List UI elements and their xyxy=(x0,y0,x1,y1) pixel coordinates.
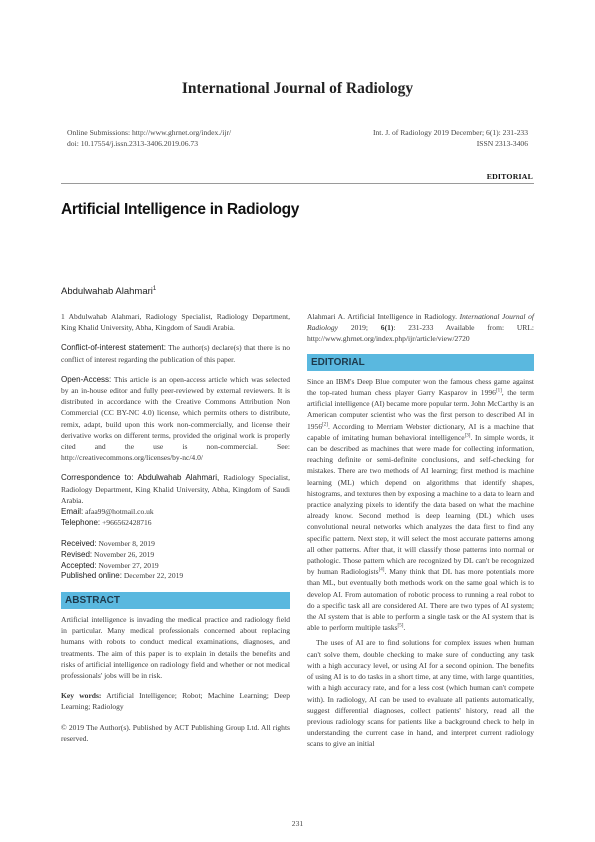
email-address[interactable]: afaa99@hotmail.co.uk xyxy=(85,507,154,517)
submissions-link[interactable]: Online Submissions: http://www.ghrnet.org/index./ijr/ xyxy=(67,128,232,137)
history-dates xyxy=(61,539,290,581)
abstract-heading: ABSTRACT xyxy=(61,592,290,609)
issn: ISSN 2313-3406 xyxy=(476,139,528,148)
published-date: December 22, 2019 xyxy=(123,571,184,581)
p1-text-b: , the term artificial intelligence (AI) became more popular term. John McCarthy is an American computer scientist who was the first person to described AI in 1956 xyxy=(307,388,534,431)
received-line xyxy=(61,539,290,550)
received-date: November 8, 2019 xyxy=(98,539,155,549)
oa-text: This article is an open-access article which was selected by an in-house editor and fully peer-reviewed by external reviewers. It is distributed in accordance with the Creative Commons Attribution Non Commercial (CC BY-NC 4.0) license, which permits others to distribute, remix, adapt, build upon this work non-commercially, and license their derivative works on different terms, provided the original work is properly cited and the use is non-commercial. See: http://creativecommons.org/licenses/by-nc/4.0/ xyxy=(61,374,290,463)
email-label: Email: xyxy=(61,507,84,517)
accepted-line xyxy=(61,561,290,572)
telephone-number: +966562428716 xyxy=(102,518,152,528)
author-name: Abdulwahab Alahmari xyxy=(61,286,153,297)
p1-text-d: . In simple words, it can be described as machines that were made for collecting information, reaching definite or semi-definite conclusions, and self-checking for mistakes. There are two methods of AI learning; first method is machine learning (ML) which depend on algorithms that identify shapes, histograms, and textures then by exposing a machine to a data to learn and practice analyzing pixels to identify the data based on what the machine already know. Second method is deep learning (DL) which uses convolutional neural networks which analyzes the data first to find any specific pattern. Next step, it will select the most accurate patterns among all other patterns. After that, it will classify those patterns into normal or pathologic. Those pattern which are recognized by DL can't be recognized by human Radiologists xyxy=(307,432,534,577)
copyright: © 2019 The Author(s). Published by ACT Publishing Group Ltd. All rights reserved. xyxy=(61,722,290,743)
citation-line: Int. J. of Radiology 2019 December; 6(1): 231-233 xyxy=(372,128,528,137)
email-line xyxy=(61,506,290,517)
published-line xyxy=(61,571,290,582)
body-paragraph-1 xyxy=(307,376,534,634)
open-access xyxy=(61,374,290,464)
doi: doi: 10.17554/j.issn.2313-3406.2019.06.73 xyxy=(67,139,198,148)
correspondence xyxy=(61,472,290,506)
revised-date: November 26, 2019 xyxy=(94,550,155,560)
left-column xyxy=(61,311,290,744)
journal-meta-right xyxy=(373,127,528,149)
cite-volume: 6(1) xyxy=(380,323,394,333)
section-tag: EDITORIAL xyxy=(486,172,533,181)
body-paragraph-2: The uses of AI are to find solutions for complex issues when human can't solve them, double checking to make sure of conducting any task with a high accuracy level, or using AI for a second opinion. The benefits of using AI is to do tasks in a short time, at any time, with large quantities, with a high accuracy rate, and for a less cost (which human can't compete with). In radiology, AI can be used to evaluate all patients automatically, suggest differential diagnoses, collect patients' history, read all the previous radiology scans for patients like a background check to help in understanding the current case in hand, and interpret current radiology scans to give an initial xyxy=(307,638,534,749)
accepted-label: Accepted: xyxy=(61,560,97,570)
p1-text-c: . According to Merriam Webster dictionary, AI is a machine that capable of imitating human behavioral intelligence xyxy=(307,421,534,442)
corr-text: Radiology Specialist, Radiology Department, King Khalid University, Abha, Kingdom of Saudi Arabia. xyxy=(61,473,290,505)
coi-statement xyxy=(61,342,290,364)
revised-label: Revised: xyxy=(61,550,93,560)
header-divider xyxy=(61,183,534,184)
keywords-text: Artificial Intelligence; Robot; Machine Learning; Deep Learning; Radiology xyxy=(61,691,290,712)
ref-2[interactable]: [2] xyxy=(322,422,328,428)
ref-3[interactable]: [3] xyxy=(464,433,471,439)
cite-part-a: Alahmari A. Artificial Intelligence in Radiology. xyxy=(307,312,458,321)
affiliation: 1 Abdulwahab Alahmari, Radiology Specialist, Radiology Department, King Khalid University, Abha, Kingdom of Saudi Arabia. xyxy=(61,312,290,333)
editorial-heading: EDITORIAL xyxy=(307,354,534,371)
journal-meta-left xyxy=(67,127,231,149)
coi-label: Conflict-of-interest statement: xyxy=(61,343,166,353)
p1-text-e: . Many think that DL has more potentials more than ML, but eventually both methods work on the same goal which is to develop AI. From automation of robotic process to running a real robot to do a specific task all are considered AI. There are two types of AI system; the AI system that is able to perform a single task or the AI system that is able to perform multiple tasks xyxy=(307,567,534,633)
corr-label: Correspondence to: xyxy=(61,473,134,483)
published-label: Published online: xyxy=(61,571,122,581)
oa-label: Open-Access: xyxy=(61,374,112,384)
ref-1[interactable]: [1] xyxy=(495,388,502,394)
revised-line xyxy=(61,550,290,561)
cite-part-c: : 231-233 Available from: URL: http://www.ghrnet.org/index.php/ijr/article/view/2720 xyxy=(307,323,535,344)
page-number: 231 xyxy=(291,819,304,828)
keywords-label: Key words: xyxy=(61,691,102,701)
cite-journal: International Journal of Radiology xyxy=(307,312,535,333)
coi-text: The author(s) declare(s) that there is no conflict of interest regarding the publication of this paper. xyxy=(61,343,290,364)
how-to-cite xyxy=(307,311,534,345)
article-title: Artificial Intelligence in Radiology xyxy=(61,201,300,218)
right-column xyxy=(307,311,534,750)
cite-part-b: 2019; xyxy=(350,323,369,333)
author-line xyxy=(61,286,156,297)
corr-name: Abdulwahab Alahmari, xyxy=(137,473,220,483)
accepted-date: November 27, 2019 xyxy=(98,560,159,570)
journal-title: International Journal of Radiology xyxy=(181,80,414,97)
keywords xyxy=(61,690,290,712)
ref-4[interactable]: [4] xyxy=(378,567,385,573)
telephone-line xyxy=(61,517,290,528)
ref-5[interactable]: [5] xyxy=(397,623,404,629)
received-label: Received: xyxy=(61,539,97,549)
p1-text-a: Since an IBM's Deep Blue computer won the famous chess game against the top-rated human chess player Garry Kasparov in 1996 xyxy=(307,376,534,398)
p1-text-f: . xyxy=(403,623,406,633)
abstract-text: Artificial intelligence is invading the medical practice and radiology field in particular. Many medical professionals concerned about replacing humans with robots to conduct medical examinations, diagnoses, and treatments. The aim of this paper is to explain in details the benefits and risks of artificial intelligence on radiology field and whether or not medical professionals' jobs will be in risk. xyxy=(61,615,290,681)
telephone-label: Telephone: xyxy=(61,518,101,528)
author-sup: 1 xyxy=(152,285,157,292)
